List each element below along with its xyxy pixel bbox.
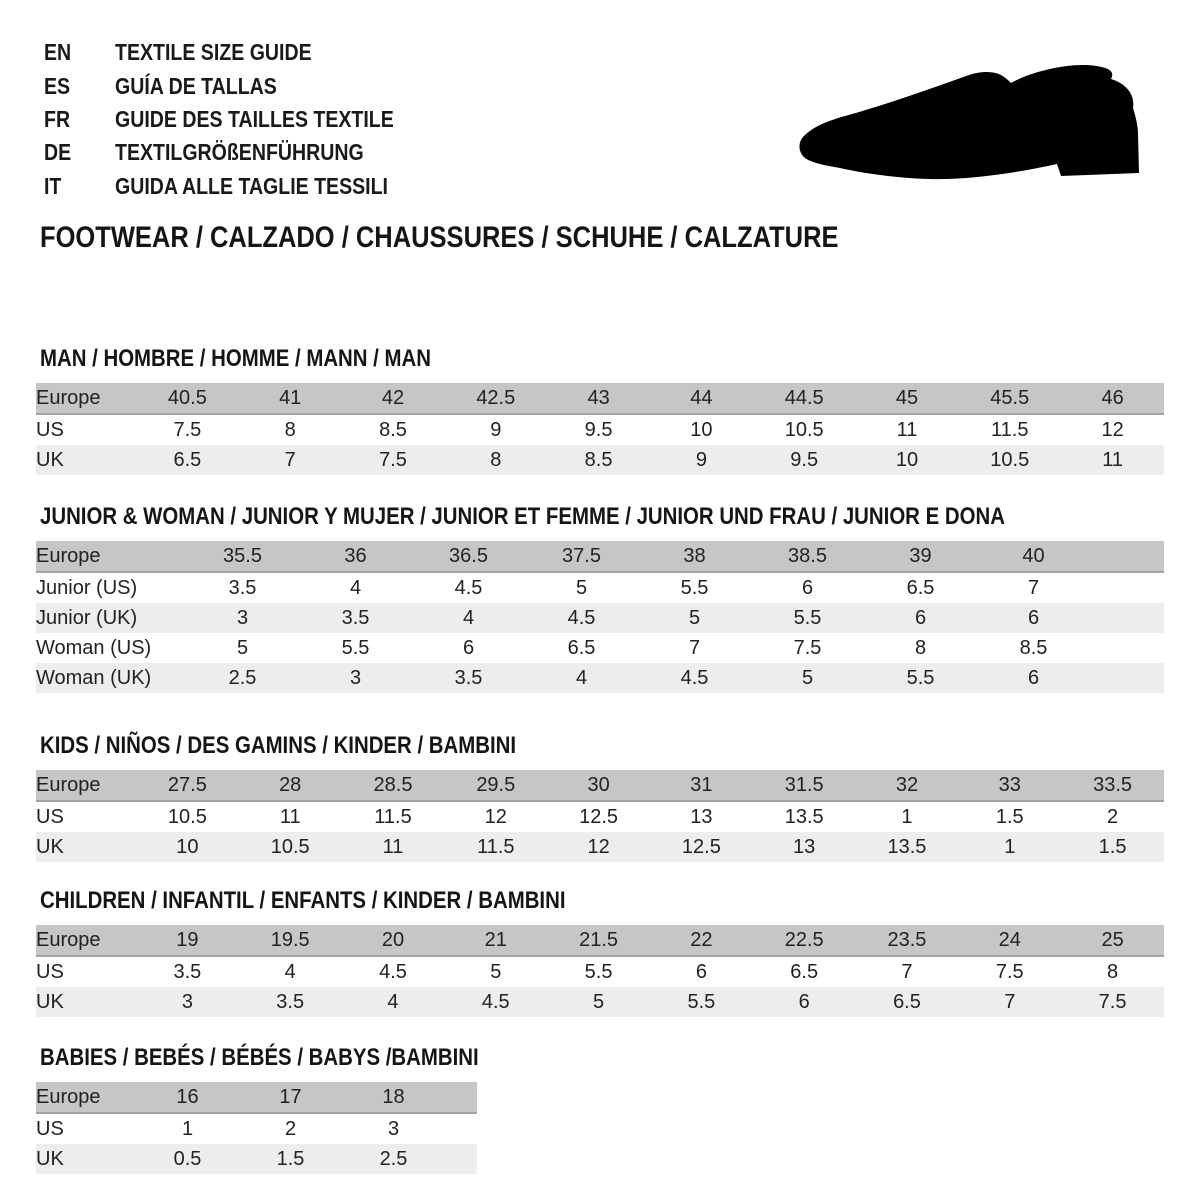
section-title-text: JUNIOR & WOMAN / JUNIOR Y MUJER / JUNIOR ET FEMME / JUNIOR UND FRAU / JUNIOR E DONA — [40, 503, 1005, 530]
section-title — [40, 505, 1175, 528]
size-value: 22 — [650, 925, 753, 956]
language-guide-title — [115, 106, 443, 133]
size-value: 4.5 — [525, 603, 638, 633]
size-value: 4 — [342, 987, 445, 1017]
table-row-uk — [36, 445, 1164, 475]
table-row-us — [36, 414, 1164, 445]
size-value: 40 — [977, 541, 1090, 572]
size-value: 1.5 — [1061, 832, 1164, 862]
language-row — [44, 69, 443, 102]
row-label: Woman (UK) — [36, 663, 186, 693]
row-label: Woman (US) — [36, 633, 186, 663]
size-value: 5.5 — [864, 663, 977, 693]
language-guide-title — [115, 73, 305, 100]
language-guide-title-text: TEXTILGRÖßENFÜHRUNG — [115, 139, 364, 166]
size-value: 8.5 — [547, 445, 650, 475]
size-value: 7 — [239, 445, 342, 475]
size-value: 41 — [239, 383, 342, 414]
size-value: 6 — [977, 603, 1090, 633]
size-value: 38.5 — [751, 541, 864, 572]
section-title — [40, 889, 1164, 912]
category-line — [40, 221, 979, 255]
size-value: 46 — [1061, 383, 1164, 414]
size-value: 8.5 — [342, 414, 445, 445]
language-guide-title-text: GUIDE DES TAILLES TEXTILE — [115, 105, 394, 132]
language-code-text: FR — [44, 105, 71, 132]
size-value: 6.5 — [864, 572, 977, 603]
size-value: 30 — [547, 770, 650, 801]
size-value: 33.5 — [1061, 770, 1164, 801]
language-row — [44, 36, 443, 69]
table-row-europe — [36, 541, 1164, 572]
size-value: 3 — [299, 663, 412, 693]
size-value: 10.5 — [958, 445, 1061, 475]
size-value: 7 — [977, 572, 1090, 603]
row-label: Europe — [36, 925, 136, 956]
size-value: 28 — [239, 770, 342, 801]
size-value: 11.5 — [444, 832, 547, 862]
size-value: 4.5 — [412, 572, 525, 603]
size-value: 45.5 — [958, 383, 1061, 414]
size-value: 12.5 — [650, 832, 753, 862]
size-value: 6.5 — [525, 633, 638, 663]
size-value: 2.5 — [186, 663, 299, 693]
table-row-europe — [36, 1082, 477, 1113]
language-list — [44, 36, 443, 203]
size-value: 38 — [638, 541, 751, 572]
size-value: 17 — [239, 1082, 342, 1113]
size-value: 44.5 — [753, 383, 856, 414]
size-value: 19 — [136, 925, 239, 956]
table-row-europe — [36, 770, 1164, 801]
size-value: 6.5 — [753, 956, 856, 987]
size-value: 5 — [186, 633, 299, 663]
language-code-text: DE — [44, 139, 72, 166]
size-value: 10.5 — [239, 832, 342, 862]
size-value: 10 — [856, 445, 959, 475]
section-children — [36, 889, 1164, 1017]
table-row-junior-us — [36, 572, 1164, 603]
size-value: 4.5 — [638, 663, 751, 693]
size-value: 31.5 — [753, 770, 856, 801]
size-value: 1 — [958, 832, 1061, 862]
size-value: 10.5 — [136, 801, 239, 832]
size-value: 2 — [239, 1113, 342, 1144]
size-value: 44 — [650, 383, 753, 414]
size-value: 37.5 — [525, 541, 638, 572]
row-label: Junior (UK) — [36, 603, 186, 633]
size-value: 4.5 — [444, 987, 547, 1017]
section-title-text: BABIES / BEBÉS / BÉBÉS / BABYS /BAMBINI — [40, 1044, 479, 1071]
size-value: 13.5 — [753, 801, 856, 832]
size-value: 7 — [856, 956, 959, 987]
size-value: 11 — [239, 801, 342, 832]
table-row-us — [36, 1113, 477, 1144]
size-value: 6 — [751, 572, 864, 603]
language-guide-title-text: GUÍA DE TALLAS — [115, 72, 277, 99]
size-value: 9 — [650, 445, 753, 475]
table-row-us — [36, 956, 1164, 987]
size-value: 7.5 — [342, 445, 445, 475]
size-value: 10.5 — [753, 414, 856, 445]
size-value: 5 — [638, 603, 751, 633]
size-value: 1.5 — [239, 1144, 342, 1174]
language-guide-title-text: TEXTILE SIZE GUIDE — [115, 39, 312, 66]
row-label: Junior (US) — [36, 572, 186, 603]
size-value: 11 — [342, 832, 445, 862]
size-value: 6 — [977, 663, 1090, 693]
size-value: 3.5 — [186, 572, 299, 603]
size-value: 4 — [412, 603, 525, 633]
size-value: 27.5 — [136, 770, 239, 801]
size-value: 11.5 — [958, 414, 1061, 445]
size-value: 3.5 — [412, 663, 525, 693]
size-value: 22.5 — [753, 925, 856, 956]
size-value: 28.5 — [342, 770, 445, 801]
size-value: 8 — [864, 633, 977, 663]
size-value: 36.5 — [412, 541, 525, 572]
language-guide-title — [115, 139, 408, 166]
size-value: 29.5 — [444, 770, 547, 801]
size-value: 11 — [856, 414, 959, 445]
size-value: 4 — [525, 663, 638, 693]
size-value: 8.5 — [977, 633, 1090, 663]
row-label: UK — [36, 987, 136, 1017]
language-guide-title — [115, 173, 436, 200]
spacer-cell — [1090, 572, 1164, 603]
size-value: 0.5 — [136, 1144, 239, 1174]
junior-woman-size-table — [36, 541, 1164, 693]
size-value: 8 — [444, 445, 547, 475]
size-value: 42 — [342, 383, 445, 414]
size-value: 2 — [1061, 801, 1164, 832]
size-value: 13.5 — [856, 832, 959, 862]
category-line-text: FOOTWEAR / CALZADO / CHAUSSURES / SCHUHE / CALZATURE — [40, 221, 839, 254]
size-value: 5 — [525, 572, 638, 603]
size-value: 9.5 — [753, 445, 856, 475]
size-value: 8 — [239, 414, 342, 445]
size-value: 16 — [136, 1082, 239, 1113]
size-value: 5 — [547, 987, 650, 1017]
children-size-table — [36, 925, 1164, 1017]
row-label: Europe — [36, 1082, 136, 1113]
table-row-woman-us — [36, 633, 1164, 663]
size-value: 45 — [856, 383, 959, 414]
size-value: 3.5 — [239, 987, 342, 1017]
size-value: 5.5 — [751, 603, 864, 633]
size-value: 7.5 — [751, 633, 864, 663]
row-label: UK — [36, 832, 136, 862]
section-title-text: MAN / HOMBRE / HOMME / MANN / MAN — [40, 345, 431, 372]
size-value: 7.5 — [958, 956, 1061, 987]
table-row-uk — [36, 832, 1164, 862]
language-code — [44, 173, 115, 200]
section-babies — [36, 1046, 556, 1174]
row-label: US — [36, 1113, 136, 1144]
row-label: US — [36, 956, 136, 987]
language-code-text: IT — [44, 172, 62, 199]
size-value: 6 — [753, 987, 856, 1017]
size-value: 11 — [1061, 445, 1164, 475]
size-value: 3.5 — [299, 603, 412, 633]
size-value: 43 — [547, 383, 650, 414]
section-kids — [36, 734, 1164, 862]
size-value: 4 — [239, 956, 342, 987]
spacer-cell — [1090, 541, 1164, 572]
row-label: US — [36, 801, 136, 832]
size-value: 25 — [1061, 925, 1164, 956]
table-row-uk — [36, 987, 1164, 1017]
size-value: 12 — [547, 832, 650, 862]
size-value: 3 — [342, 1113, 445, 1144]
language-row — [44, 170, 443, 203]
size-value: 12 — [444, 801, 547, 832]
size-value: 6.5 — [856, 987, 959, 1017]
section-junior-woman — [36, 505, 1175, 693]
size-value: 3.5 — [136, 956, 239, 987]
size-value: 3 — [186, 603, 299, 633]
language-guide-title-text: GUIDA ALLE TAGLIE TESSILI — [115, 172, 388, 199]
size-value: 1 — [856, 801, 959, 832]
row-label: Europe — [36, 383, 136, 414]
language-code-text: ES — [44, 72, 71, 99]
size-value: 33 — [958, 770, 1061, 801]
size-value: 8 — [1061, 956, 1164, 987]
size-value: 12 — [1061, 414, 1164, 445]
size-value: 21.5 — [547, 925, 650, 956]
size-value: 3 — [136, 987, 239, 1017]
language-row — [44, 103, 443, 136]
language-code — [44, 106, 115, 133]
size-value: 21 — [444, 925, 547, 956]
size-value: 12.5 — [547, 801, 650, 832]
size-value: 10 — [650, 414, 753, 445]
size-value: 5.5 — [638, 572, 751, 603]
size-value: 11.5 — [342, 801, 445, 832]
size-value: 40.5 — [136, 383, 239, 414]
table-row-woman-uk — [36, 663, 1164, 693]
section-man — [36, 347, 1164, 475]
table-row-uk — [36, 1144, 477, 1174]
size-value: 10 — [136, 832, 239, 862]
row-label: Europe — [36, 541, 186, 572]
size-value: 5.5 — [650, 987, 753, 1017]
size-value: 7 — [638, 633, 751, 663]
shoe-silhouette-path — [799, 65, 1139, 179]
size-value: 9.5 — [547, 414, 650, 445]
size-value: 32 — [856, 770, 959, 801]
size-value: 42.5 — [444, 383, 547, 414]
language-row — [44, 136, 443, 169]
row-label: Europe — [36, 770, 136, 801]
spacer-cell — [445, 1144, 477, 1174]
spacer-cell — [1090, 633, 1164, 663]
row-label: UK — [36, 1144, 136, 1174]
size-value: 5 — [444, 956, 547, 987]
kids-size-table — [36, 770, 1164, 862]
size-value: 1.5 — [958, 801, 1061, 832]
size-value: 5.5 — [299, 633, 412, 663]
size-value: 19.5 — [239, 925, 342, 956]
spacer-cell — [1090, 663, 1164, 693]
babies-size-table — [36, 1082, 477, 1174]
size-value: 6 — [412, 633, 525, 663]
size-value: 39 — [864, 541, 977, 572]
language-code — [44, 39, 115, 66]
spacer-cell — [1090, 603, 1164, 633]
language-code-text: EN — [44, 39, 72, 66]
size-value: 4.5 — [342, 956, 445, 987]
table-row-us — [36, 801, 1164, 832]
spacer-cell — [445, 1113, 477, 1144]
size-value: 1 — [136, 1113, 239, 1144]
table-row-europe — [36, 383, 1164, 414]
size-value: 9 — [444, 414, 547, 445]
size-value: 18 — [342, 1082, 445, 1113]
size-value: 13 — [753, 832, 856, 862]
size-value: 4 — [299, 572, 412, 603]
man-size-table — [36, 383, 1164, 475]
size-value: 6.5 — [136, 445, 239, 475]
language-guide-title — [115, 39, 346, 66]
section-title-text: KIDS / NIÑOS / DES GAMINS / KINDER / BAMBINI — [40, 732, 517, 759]
row-label: US — [36, 414, 136, 445]
size-value: 13 — [650, 801, 753, 832]
row-label: UK — [36, 445, 136, 475]
size-value: 2.5 — [342, 1144, 445, 1174]
language-code — [44, 139, 115, 166]
size-value: 5.5 — [547, 956, 650, 987]
size-value: 36 — [299, 541, 412, 572]
size-value: 7.5 — [136, 414, 239, 445]
size-value: 7 — [958, 987, 1061, 1017]
size-value: 31 — [650, 770, 753, 801]
size-value: 24 — [958, 925, 1061, 956]
size-value: 23.5 — [856, 925, 959, 956]
size-value: 6 — [864, 603, 977, 633]
table-row-junior-uk — [36, 603, 1164, 633]
size-value: 20 — [342, 925, 445, 956]
spacer-cell — [445, 1082, 477, 1113]
shoe-icon — [796, 60, 1148, 202]
section-title-text: CHILDREN / INFANTIL / ENFANTS / KINDER / BAMBINI — [40, 887, 566, 914]
section-title — [40, 1046, 556, 1069]
table-row-europe — [36, 925, 1164, 956]
size-value: 7.5 — [1061, 987, 1164, 1017]
size-value: 5 — [751, 663, 864, 693]
size-value: 6 — [650, 956, 753, 987]
size-value: 35.5 — [186, 541, 299, 572]
section-title — [40, 734, 1164, 757]
section-title — [40, 347, 1164, 370]
language-code — [44, 73, 115, 100]
